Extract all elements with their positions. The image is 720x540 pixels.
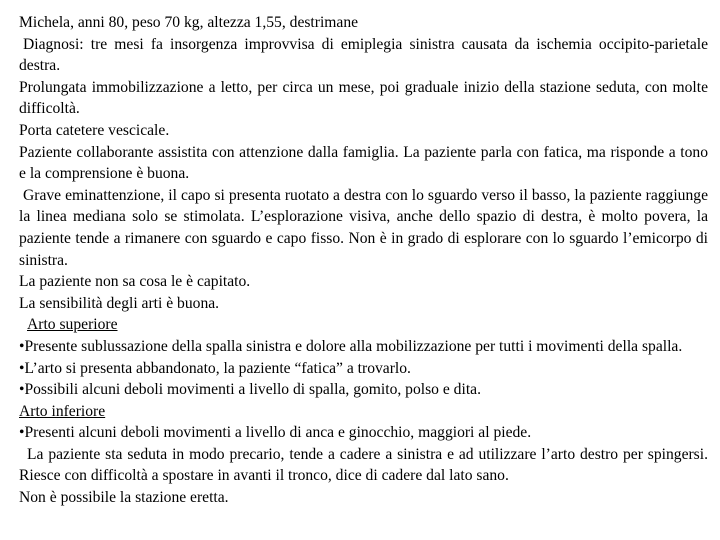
upper-limb-bullet: •Possibili alcuni deboli movimenti a livello di spalla, gomito, polso e dita. — [19, 381, 481, 399]
clinical-case-document — [19, 12, 708, 509]
hemi-inattention-paragraph: Grave eminattenzione, il capo si presenta ruotato a destra con lo sguardo verso il basso, la paziente raggiunge la linea mediana solo se stimolata. L’esplorazione visiva, anche dello spazio di destra, è molto povera, la paziente tende a rimanere con sguardo e capo fisso. Non è in grado di esplorare con lo sguardo l’emicorpo di sinistra. — [19, 186, 708, 269]
upper-limb-bullet: •Presente sublussazione della spalla sinistra e dolore alla mobilizzazione per tutti i movimenti della spalla. — [19, 337, 683, 355]
catheter-paragraph: Porta catetere vescicale. — [19, 121, 170, 139]
standing-paragraph: Non è possibile la stazione eretta. — [19, 489, 229, 507]
lower-limb-bullet: •Presenti alcuni deboli movimenti a livello di anca e ginocchio, maggiori al piede. — [19, 424, 532, 442]
sensitivity-paragraph: La sensibilità degli arti è buona. — [19, 294, 220, 312]
lower-limb-heading: Arto inferiore — [19, 402, 106, 420]
lower-limb-section — [19, 401, 708, 423]
upper-limb-section — [19, 314, 708, 336]
diagnosis-paragraph: Diagnosi: tre mesi fa insorgenza improvvisa di emiplegia sinistra causata da ischemia occipito-parietale destra. — [19, 35, 708, 75]
upper-limb-bullet: •L’arto si presenta abbandonato, la paziente “fatica” a trovarlo. — [19, 359, 411, 377]
seated-paragraph: La paziente sta seduta in modo precario, tende a cadere a sinistra e ad utilizzare l’arto destro per spingersi. Riesce con difficoltà a spostare in avanti il tronco, dice di cadere dal lato sano. — [19, 445, 708, 485]
unaware-paragraph: La paziente non sa cosa le è capitato. — [19, 273, 251, 291]
immobilization-paragraph: Prolungata immobilizzazione a letto, per circa un mese, poi graduale inizio della stazione seduta, con molte difficoltà. — [19, 78, 708, 118]
upper-limb-heading: Arto superiore — [27, 316, 118, 334]
patient-header: Michela, anni 80, peso 70 kg, altezza 1,55, destrimane — [19, 14, 359, 31]
cooperation-paragraph: Paziente collaborante assistita con attenzione dalla famiglia. La paziente parla con fatica, ma risponde a tono e la comprensione è buona. — [19, 143, 708, 183]
